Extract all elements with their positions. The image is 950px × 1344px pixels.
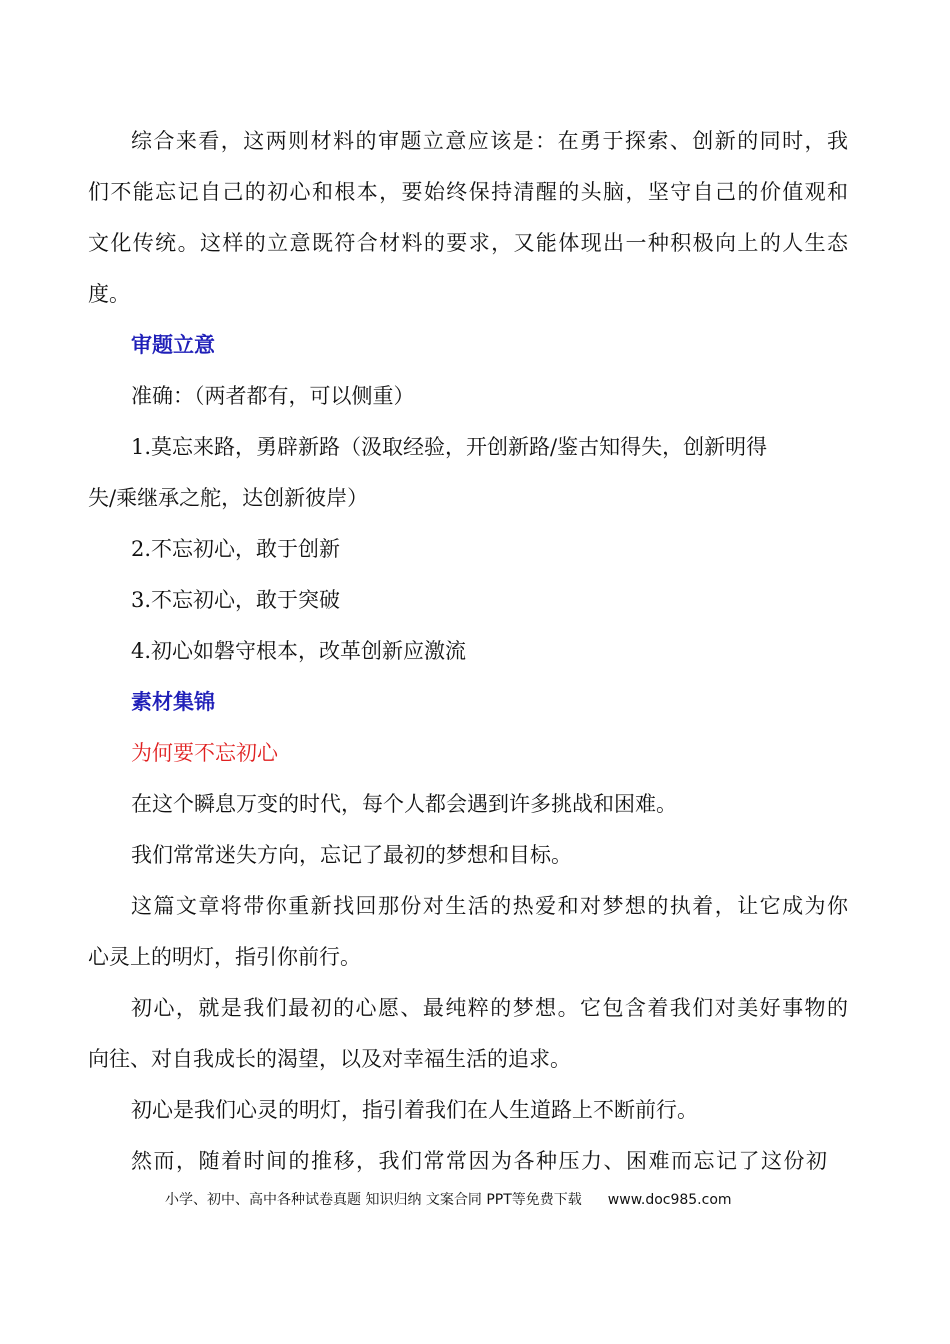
paragraph-line: 在这个瞬息万变的时代，每个人都会遇到许多挑战和困难。 (131, 792, 677, 816)
paragraph-line: 这篇文章将带你重新找回那份对生活的热爱和对梦想的执着，让它成为你 (131, 894, 848, 918)
footer-text: 小学、初中、高中各种试卷真题 知识归纳 文案合同 PPT等免费下载 (165, 1192, 582, 1208)
page-footer (165, 1189, 805, 1211)
paragraph-line: 我们常常迷失方向，忘记了最初的梦想和目标。 (131, 843, 572, 867)
section-title-sucai: 素材集锦 (131, 689, 215, 714)
paragraph-line: 文化传统。这样的立意既符合材料的要求，又能体现出一种积极向上的人生态 (88, 231, 848, 255)
paragraph-line: 综合来看，这两则材料的审题立意应该是：在勇于探索、创新的同时，我 (131, 129, 848, 153)
paragraph-line: 初心是我们心灵的明灯，指引着我们在人生道路上不断前行。 (131, 1098, 698, 1122)
paragraph-line: 度。 (88, 282, 130, 306)
paragraph-line: 然而，随着时间的推移，我们常常因为各种压力、困难而忘记了这份初 (131, 1149, 827, 1173)
accurate-label: 准确：（两者都有，可以侧重） (131, 384, 415, 408)
list-item-3: 3.不忘初心，敢于突破 (131, 588, 341, 612)
footer-site-link[interactable]: www.doc985.com (607, 1192, 732, 1208)
list-item-4: 4.初心如磐守根本，改革创新应激流 (131, 639, 467, 663)
list-item-2: 2.不忘初心，敢于创新 (131, 537, 341, 561)
section-title-shenti: 审题立意 (131, 332, 215, 357)
paragraph-line: 心灵上的明灯，指引你前行。 (88, 945, 361, 969)
paragraph-line: 初心，就是我们最初的心愿、最纯粹的梦想。它包含着我们对美好事物的 (131, 996, 848, 1020)
paragraph-line: 们不能忘记自己的初心和根本，要始终保持清醒的头脑，坚守自己的价值观和 (88, 180, 848, 204)
sub-title: 为何要不忘初心 (131, 741, 278, 765)
paragraph-line: 向往、对自我成长的渴望，以及对幸福生活的追求。 (88, 1047, 571, 1071)
list-item-1: 1.莫忘来路，勇辟新路（汲取经验，开创新路/鉴古知得失，创新明得 (131, 435, 768, 459)
list-item-1-cont: 失/乘继承之舵，达创新彼岸） (88, 486, 369, 510)
